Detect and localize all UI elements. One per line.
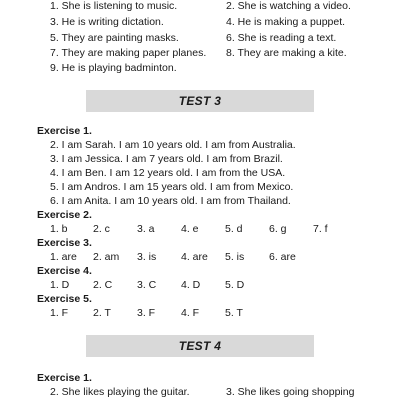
- answer-item: 4. are: [181, 251, 208, 263]
- answer-line: 7. They are making paper planes.: [50, 47, 207, 59]
- answer-line: 6. She is reading a text.: [226, 32, 337, 44]
- answer-item: 1. b: [50, 223, 68, 235]
- answer-line: 8. They are making a kite.: [226, 47, 347, 59]
- answer-item: 5. is: [225, 251, 245, 263]
- answer-item: 4. F: [181, 307, 200, 319]
- test-banner: [86, 335, 314, 357]
- exercise-heading: Exercise 3.: [37, 237, 92, 249]
- answer-item: 3. F: [137, 307, 156, 319]
- answer-line: 2. She likes playing the guitar.: [50, 386, 190, 398]
- answer-item: 1. F: [50, 307, 69, 319]
- answer-line: 3. He is writing dictation.: [50, 16, 164, 28]
- answer-item: 4. e: [181, 223, 199, 235]
- answer-line: 2. I am Sarah. I am 10 years old. I am from Australia.: [50, 139, 296, 151]
- exercise-heading: Exercise 4.: [37, 265, 92, 277]
- answer-line: 3. I am Jessica. I am 7 years old. I am from Brazil.: [50, 153, 283, 165]
- answer-item: 1. D: [50, 279, 70, 291]
- answer-item: 1. are: [50, 251, 77, 263]
- answer-line: 5. They are painting masks.: [50, 32, 179, 44]
- answer-item: 2. c: [93, 223, 110, 235]
- answer-line: 4. He is making a puppet.: [226, 16, 346, 28]
- answer-item: 3. a: [137, 223, 155, 235]
- answer-line: 3. She likes going shopping: [226, 386, 355, 398]
- answer-item: 3. is: [137, 251, 157, 263]
- answer-item: 6. g: [269, 223, 287, 235]
- test-title: TEST 3: [178, 94, 222, 108]
- answer-line: 4. I am Ben. I am 12 years old. I am from the USA.: [50, 167, 286, 179]
- answer-line: 2. She is watching a video.: [226, 0, 351, 12]
- exercise-heading: Exercise 2.: [37, 209, 92, 221]
- answer-item: 7. f: [313, 223, 328, 235]
- answer-item: 5. T: [225, 307, 243, 319]
- answer-item: 2. am: [93, 251, 120, 263]
- answer-item: 3. C: [137, 279, 157, 291]
- exercise-heading: Exercise 1.: [37, 125, 92, 137]
- answer-line: 1. She is listening to music.: [50, 0, 178, 12]
- answer-item: 2. C: [93, 279, 113, 291]
- answer-line: 9. He is playing badminton.: [50, 62, 177, 74]
- answer-item: 5. D: [225, 279, 245, 291]
- answer-item: 5. d: [225, 223, 243, 235]
- answer-item: 4. D: [181, 279, 201, 291]
- answer-item: 2. T: [93, 307, 111, 319]
- exercise-heading: Exercise 1.: [37, 372, 92, 384]
- exercise-heading: Exercise 5.: [37, 293, 92, 305]
- answer-line: 6. I am Anita. I am 10 years old. I am from Thailand.: [50, 195, 291, 207]
- answer-line: 5. I am Andros. I am 15 years old. I am from Mexico.: [50, 181, 294, 193]
- test-title: TEST 4: [178, 339, 222, 353]
- answer-item: 6. are: [269, 251, 296, 263]
- test-banner: [86, 90, 314, 112]
